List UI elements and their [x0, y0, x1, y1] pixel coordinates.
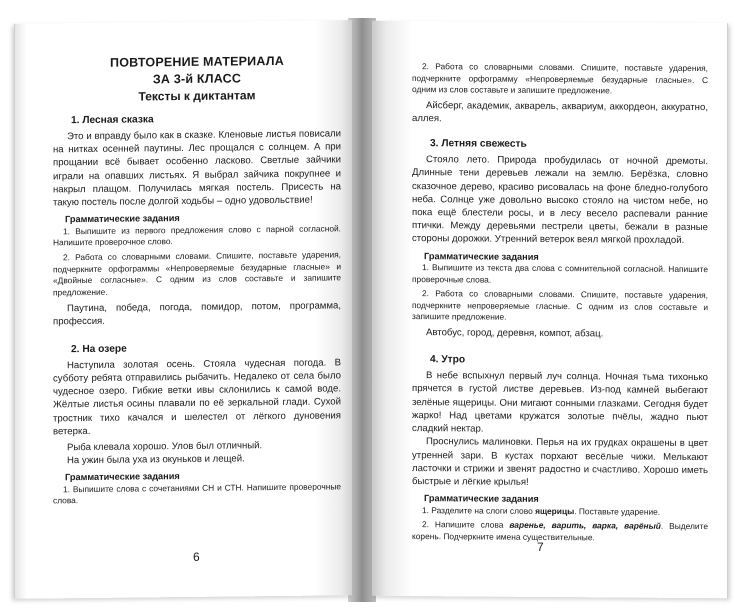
task-text: 2. Напишите слова	[422, 519, 510, 530]
main-title-line1: ПОВТОРЕНИЕ МАТЕРИАЛА	[110, 53, 284, 70]
task-item: 2. Работа со словарными словами. Спишите, поставьте ударения, подчеркните непроверяемые гласные. С одним из слов составьте и запишите предложение.	[412, 288, 708, 323]
section-heading-morning: 4. Утро	[430, 354, 466, 366]
task-text: 1. Разделите на слоги слово	[422, 504, 536, 516]
task-item: 2. Работа со словарными словами. Спишите, поставьте ударения, подчеркните орфограммы «Непроверяемые безударные гласные» и «Двойные согласные». С одним из слов составьте и запишите предложение.	[53, 249, 341, 298]
page-number: 7	[537, 539, 544, 554]
main-title-line2: ЗА 3-й КЛАСС	[152, 71, 242, 87]
task-item: 2. Работа со словарными словами. Спишите, поставьте ударения, подчеркните орфограмму «Непроверяемые безударные гласные». С одним из слов составьте и запишите предложение.	[412, 61, 708, 96]
grammar-tasks-heading: Грамматические задания	[65, 213, 180, 225]
vocabulary-words: Автобус, город, деревня, компот, абзац.	[426, 327, 604, 340]
dictation-text: Рыба клевала хорошо. Улов был отличный.	[67, 440, 263, 454]
subtitle: Тексты к диктантам	[138, 88, 256, 104]
emphasized-word: ящерицы	[535, 505, 575, 516]
dictation-text: На ужин была уха из окуньков и лещей.	[67, 453, 245, 467]
dictation-text: Это и вправду было как в сказке. Кленовые листья повисали на нитках осенней паутины. Лес прощался с солнцем. А при прощании всё бывает особенно ласково. Светлые зайчики играли на опавших листьях. Я выбрал зайчика покрупнее и накрыл плащом. Получилась мягкая постель. Присесть на такую постель после долгой ходьбы – одно удовольствие!	[53, 128, 341, 209]
section-heading-forest-tale: 1. Лесная сказка	[71, 114, 154, 127]
vocabulary-words: Айсберг, академик, акварель, аквариум, аккордеон, аккуратно, аллея.	[412, 99, 708, 125]
dictation-text: Наступила золотая осень. Стояла чудесная погода. В субботу ребята отправились рыбачить. Недалеко от села было чудесное озеро. Гибкие ветки ивы склонились к самой воде. Жёлтые листья осины плавали по её зеркальной глади. Сухой тростник тихо качался и шелестел от лёгкого дуновения ветерка.	[53, 357, 341, 438]
section-heading-summer-freshness: 3. Летняя свежесть	[430, 138, 527, 151]
left-page	[14, 20, 352, 599]
grammar-tasks-heading: Грамматические задания	[65, 471, 180, 483]
task-item	[412, 519, 708, 544]
dictation-text: Стояло лето. Природа пробудилась от ночной дремоты. Длинные тени деревьев лежали на землю. Берёзка, словно сказочное дерево, красиво рисовалась на фоне бледно-голубого неба. Солнце уже довольно высоко стояло на чистом небе, но пока ещё блестели росы, и в лесу весело распевали ранние птички. Между деревьями пестрели цветы, бежали в разные стороны дорожки. Утренний ветерок веял мягкой прохладой.	[412, 154, 708, 247]
emphasized-words: варенье, варить, варка, варёный	[509, 519, 661, 531]
dictation-text: В небе вспыхнул первый луч солнца. Ночная тьма тихонько прячется в густой листве деревьев. Из-под камней выбегают зелёные ящерицы. Они мигают сонными глазками. Сегодня будет жарко! Над цветами кружатся золотые пчёлы, жадно пьют сладкий нектар.	[412, 370, 708, 435]
grammar-tasks-heading: Грамматические задания	[424, 250, 539, 262]
grammar-tasks-heading: Грамматические задания	[424, 493, 539, 505]
left-page-content	[53, 52, 341, 507]
section-heading-on-lake: 2. На озере	[71, 343, 127, 355]
vocabulary-words: Паутина, победа, погода, помидор, потом, программа, профессия.	[53, 300, 341, 328]
task-item	[412, 505, 708, 519]
task-text: . Выделите корень. Подчеркните имена существительные.	[412, 520, 708, 543]
right-page	[372, 21, 728, 598]
page-number: 6	[193, 549, 200, 564]
task-item: 1. Выпишите слова с сочетаниями СН и СТН. Напишите проверочные слова.	[53, 481, 341, 506]
right-page-content	[412, 61, 708, 544]
task-item: 1. Выпишите из текста два слова с сомнительной согласной. Напишите проверочные слова.	[412, 262, 708, 285]
dictation-text: Проснулись малиновки. Перья на их грудках окрашены в цвет утренней зари. В кустах порхают весёлые чижи. Мелькают ласточки и стрижи и звенят радостно и счастливо. Хорошо иметь быстрые и лёгкие крылья!	[412, 436, 708, 488]
task-text: . Поставьте ударение.	[574, 505, 661, 517]
task-item: 1. Выпишите из первого предложения слово с парной согласной. Напишите проверочное слово.	[53, 223, 341, 248]
